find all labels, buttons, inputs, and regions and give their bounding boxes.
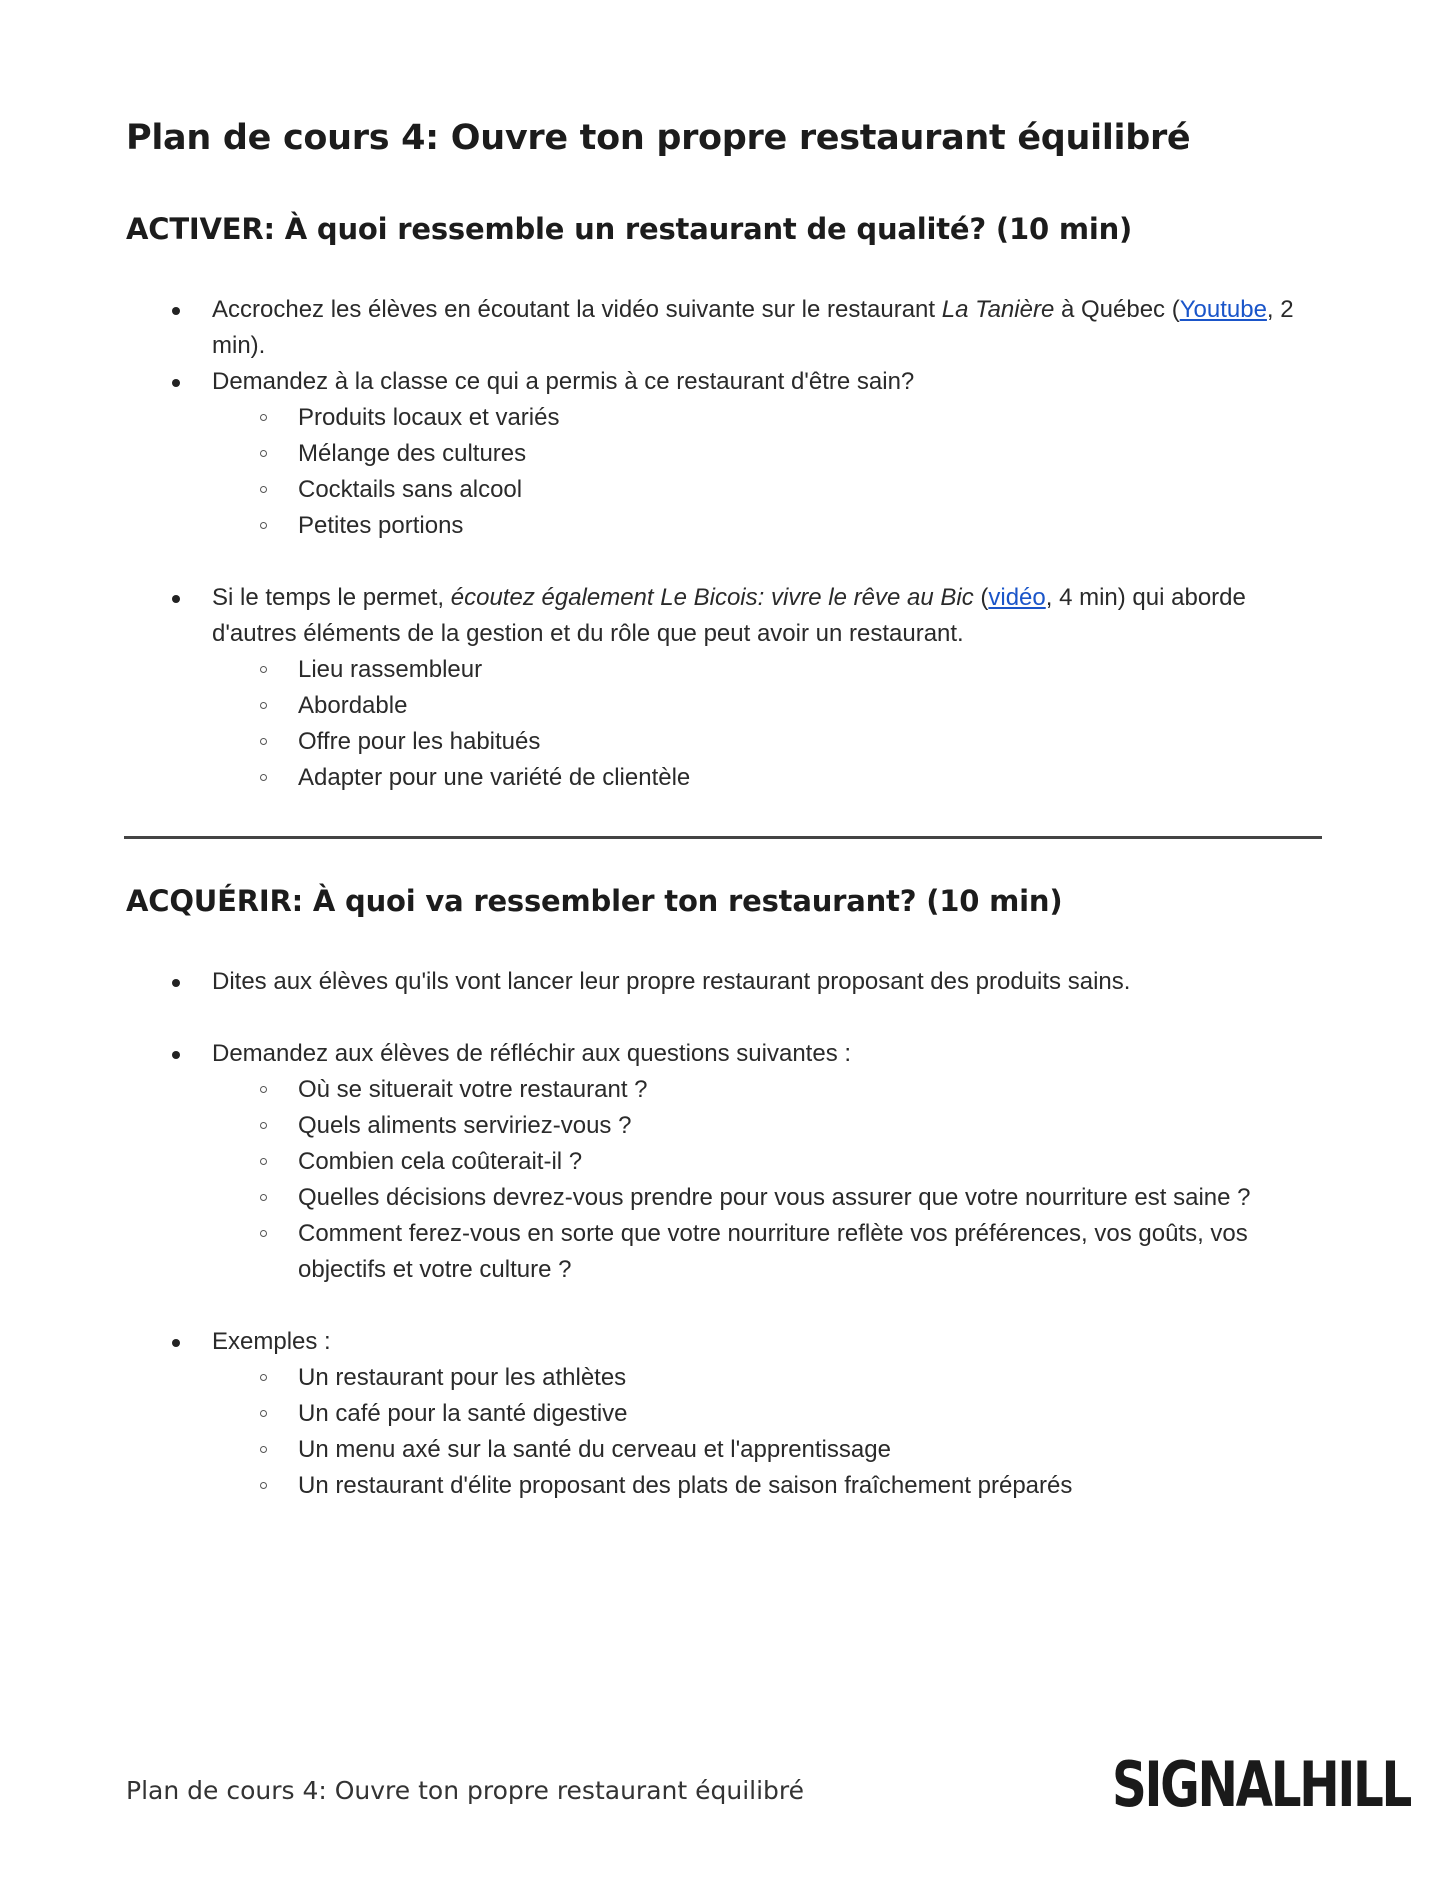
bullet-icon bbox=[172, 307, 180, 315]
sub-list-item: Mélange des cultures bbox=[212, 436, 1325, 472]
sub-list bbox=[212, 652, 1325, 796]
sub-list-item: Un café pour la santé digestive bbox=[212, 1396, 1325, 1432]
list-item: Demandez aux élèves de réfléchir aux questions suivantes : Où se situerait votre restaurant ? Quels aliments serviriez-vous ? Combien cela coûterait-il ? Quelles décisions devrez-vous prendre pour vous assurer que votre nourriture est saine ? Comment ferez-vous en sorte que votre nourriture reflète vos préférences, vos goûts, vos objectifs et votre culture ? bbox=[0, 1036, 1445, 1288]
circle-bullet-icon bbox=[260, 522, 267, 529]
youtube-link[interactable]: Youtube bbox=[1179, 296, 1267, 323]
sub-list-item: Petites portions bbox=[212, 508, 1325, 544]
circle-bullet-icon bbox=[260, 1446, 267, 1453]
sub-list bbox=[212, 1360, 1325, 1504]
circle-bullet-icon bbox=[260, 1410, 267, 1417]
bullet-icon bbox=[172, 379, 180, 387]
circle-bullet-icon bbox=[260, 666, 267, 673]
list-item: Exemples : Un restaurant pour les athlètes Un café pour la santé digestive Un menu axé sur la santé du cerveau et l'apprentissage Un restaurant d'élite proposant des plats de saison fraîchement préparés bbox=[0, 1324, 1445, 1504]
bullet-icon bbox=[172, 979, 180, 987]
circle-bullet-icon bbox=[260, 702, 267, 709]
signalhill-logo: SIGNALHILL bbox=[1112, 1748, 1410, 1821]
circle-bullet-icon bbox=[260, 1122, 267, 1129]
sub-list-item: Offre pour les habitués bbox=[212, 724, 1325, 760]
sub-list-item: Comment ferez-vous en sorte que votre nourriture reflète vos préférences, vos goûts, vos objectifs et votre culture ? bbox=[212, 1216, 1325, 1288]
bullet-icon bbox=[172, 595, 180, 603]
circle-bullet-icon bbox=[260, 1086, 267, 1093]
sub-list-item: Un menu axé sur la santé du cerveau et l'apprentissage bbox=[212, 1432, 1325, 1468]
sub-list-item: Où se situerait votre restaurant ? bbox=[212, 1072, 1325, 1108]
sub-list-item: Combien cela coûterait-il ? bbox=[212, 1144, 1325, 1180]
activer-heading: ACTIVER: À quoi ressemble un restaurant de qualité? (10 min) bbox=[126, 212, 1133, 246]
footer-title: Plan de cours 4: Ouvre ton propre restaurant équilibré bbox=[126, 1776, 805, 1805]
list-item: Demandez à la classe ce qui a permis à ce restaurant d'être sain? Produits locaux et variés Mélange des cultures Cocktails sans alcool Petites portions bbox=[0, 364, 1445, 544]
sub-list bbox=[212, 1072, 1325, 1288]
list-item: Si le temps le permet, écoutez également Le Bicois: vivre le rêve au Bic (vidéo, 4 min) qui aborde d'autres éléments de la gestion et du rôle que peut avoir un restaurant. Lieu rassembleur Abordable Offre pour les habitués Adapter pour une variété de clientèle bbox=[0, 580, 1445, 796]
activer-list bbox=[0, 292, 1445, 796]
sub-list bbox=[212, 400, 1325, 544]
spacer bbox=[0, 1288, 1445, 1324]
sub-list-item: Cocktails sans alcool bbox=[212, 472, 1325, 508]
circle-bullet-icon bbox=[260, 1374, 267, 1381]
circle-bullet-icon bbox=[260, 486, 267, 493]
bullet-icon bbox=[172, 1339, 180, 1347]
list-item: Accrochez les élèves en écoutant la vidéo suivante sur le restaurant La Tanière à Québec (Youtube, 2 min). bbox=[0, 292, 1445, 364]
sub-list-item: Produits locaux et variés bbox=[212, 400, 1325, 436]
list-item: Dites aux élèves qu'ils vont lancer leur propre restaurant proposant des produits sains. bbox=[0, 964, 1445, 1000]
sub-list-item: Abordable bbox=[212, 688, 1325, 724]
sub-list-item: Un restaurant pour les athlètes bbox=[212, 1360, 1325, 1396]
acquerir-list bbox=[0, 964, 1445, 1504]
circle-bullet-icon bbox=[260, 414, 267, 421]
sub-list-item: Quels aliments serviriez-vous ? bbox=[212, 1108, 1325, 1144]
circle-bullet-icon bbox=[260, 738, 267, 745]
sub-list-item: Un restaurant d'élite proposant des plats de saison fraîchement préparés bbox=[212, 1468, 1325, 1504]
circle-bullet-icon bbox=[260, 1230, 267, 1237]
bullet-icon bbox=[172, 1051, 180, 1059]
circle-bullet-icon bbox=[260, 1482, 267, 1489]
spacer bbox=[0, 1000, 1445, 1036]
circle-bullet-icon bbox=[260, 1194, 267, 1201]
sub-list-item: Lieu rassembleur bbox=[212, 652, 1325, 688]
circle-bullet-icon bbox=[260, 450, 267, 457]
spacer bbox=[0, 544, 1445, 580]
section-divider bbox=[124, 836, 1322, 839]
circle-bullet-icon bbox=[260, 774, 267, 781]
circle-bullet-icon bbox=[260, 1158, 267, 1165]
sub-list-item: Adapter pour une variété de clientèle bbox=[212, 760, 1325, 796]
acquerir-heading: ACQUÉRIR: À quoi va ressembler ton restaurant? (10 min) bbox=[126, 884, 1063, 918]
document-title: Plan de cours 4: Ouvre ton propre restaurant équilibré bbox=[126, 118, 1191, 158]
sub-list-item: Quelles décisions devrez-vous prendre pour vous assurer que votre nourriture est saine ? bbox=[212, 1180, 1325, 1216]
video-link[interactable]: vidéo bbox=[988, 584, 1046, 611]
